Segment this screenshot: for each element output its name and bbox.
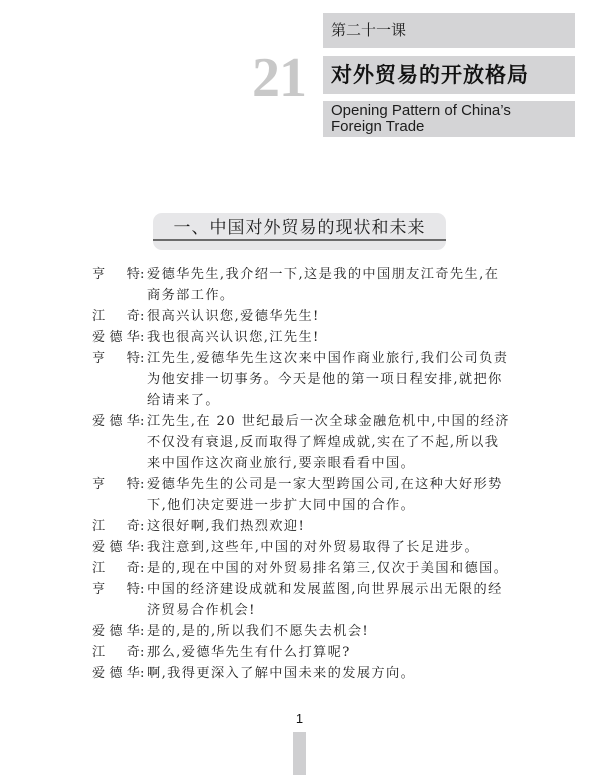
dialogue-turn [92, 516, 512, 537]
utterance: 我也很高兴认识您,江先生! [147, 330, 320, 345]
dialogue-turn [92, 642, 512, 663]
lesson-label-bar [323, 13, 575, 48]
utterance: 我注意到,这些年,中国的对外贸易取得了长足进步。 [147, 540, 480, 555]
speaker-label: 江奇 [92, 519, 140, 534]
lesson-number: 21 [252, 47, 306, 109]
colon: : [140, 477, 145, 492]
speaker-label: 亨特 [92, 477, 140, 492]
speaker-label: 爱德华 [92, 414, 140, 429]
speaker-label: 亨特 [92, 351, 140, 366]
lesson-title-en-line1: Opening Pattern of China’s [331, 102, 511, 119]
speaker-label: 爱德华 [92, 666, 140, 681]
section-heading: 一、中国对外贸易的现状和未来 [173, 218, 426, 238]
utterance: 很高兴认识您,爱德华先生! [147, 309, 320, 324]
speaker-label: 爱德华 [92, 330, 140, 345]
colon: : [140, 519, 145, 534]
colon: : [140, 309, 145, 324]
utterance: 啊,我得更深入了解中国未来的发展方向。 [147, 666, 416, 681]
dialogue-turn [92, 306, 512, 327]
utterance: 那么,爱德华先生有什么打算呢? [147, 645, 351, 660]
dialogue-turn [92, 537, 512, 558]
colon: : [140, 540, 145, 555]
dialogue [92, 264, 512, 684]
page-tab-marker [293, 732, 306, 775]
colon: : [140, 624, 145, 639]
dialogue-turn [92, 579, 512, 621]
colon: : [140, 582, 145, 597]
dialogue-turn [92, 621, 512, 642]
utterance: 是的,现在中国的对外贸易排名第三,仅次于美国和德国。 [147, 561, 509, 576]
colon: : [140, 267, 145, 282]
dialogue-turn [92, 411, 512, 474]
colon: : [140, 330, 145, 345]
utterance: 是的,是的,所以我们不愿失去机会! [147, 624, 370, 639]
lesson-title-zh: 对外贸易的开放格局 [331, 63, 529, 87]
speaker-label: 爱德华 [92, 624, 140, 639]
colon: : [140, 666, 145, 681]
speaker-label: 江奇 [92, 309, 140, 324]
lesson-title-en-line2: Foreign Trade [331, 118, 425, 135]
dialogue-turn [92, 348, 512, 411]
speaker-label: 江奇 [92, 645, 140, 660]
speaker-label: 亨特 [92, 267, 140, 282]
dialogue-turn [92, 327, 512, 348]
section-heading-box [153, 213, 446, 250]
lesson-label: 第二十一课 [331, 21, 407, 39]
colon: : [140, 351, 145, 366]
lesson-title-bar [323, 56, 575, 94]
utterance: 这很好啊,我们热烈欢迎! [147, 519, 306, 534]
speaker-label: 亨特 [92, 582, 140, 597]
utterance: 江先生,爱德华先生这次来中国作商业旅行,我们公司负责为他安排一切事务。今天是他的第一项日程安排,就把你给请来了。 [147, 351, 509, 408]
section-heading-rule [153, 239, 446, 241]
colon: : [140, 414, 145, 429]
dialogue-turn [92, 663, 512, 684]
colon: : [140, 561, 145, 576]
dialogue-turn [92, 264, 512, 306]
speaker-label: 爱德华 [92, 540, 140, 555]
dialogue-turn [92, 558, 512, 579]
speaker-label: 江奇 [92, 561, 140, 576]
lesson-title-en-bar [323, 101, 575, 137]
dialogue-turn [92, 474, 512, 516]
page-number: 1 [295, 711, 304, 726]
utterance: 爱德华先生的公司是一家大型跨国公司,在这种大好形势下,他们决定要进一步扩大同中国的合作。 [147, 477, 503, 513]
utterance: 中国的经济建设成就和发展蓝图,向世界展示出无限的经济贸易合作机会! [147, 582, 503, 618]
utterance: 爱德华先生,我介绍一下,这是我的中国朋友江奇先生,在商务部工作。 [147, 267, 500, 303]
colon: : [140, 645, 145, 660]
utterance: 江先生,在 20 世纪最后一次全球金融危机中,中国的经济不仅没有衰退,反而取得了辉煌成就,实在了不起,所以我来中国作这次商业旅行,要亲眼看看中国。 [147, 414, 510, 471]
